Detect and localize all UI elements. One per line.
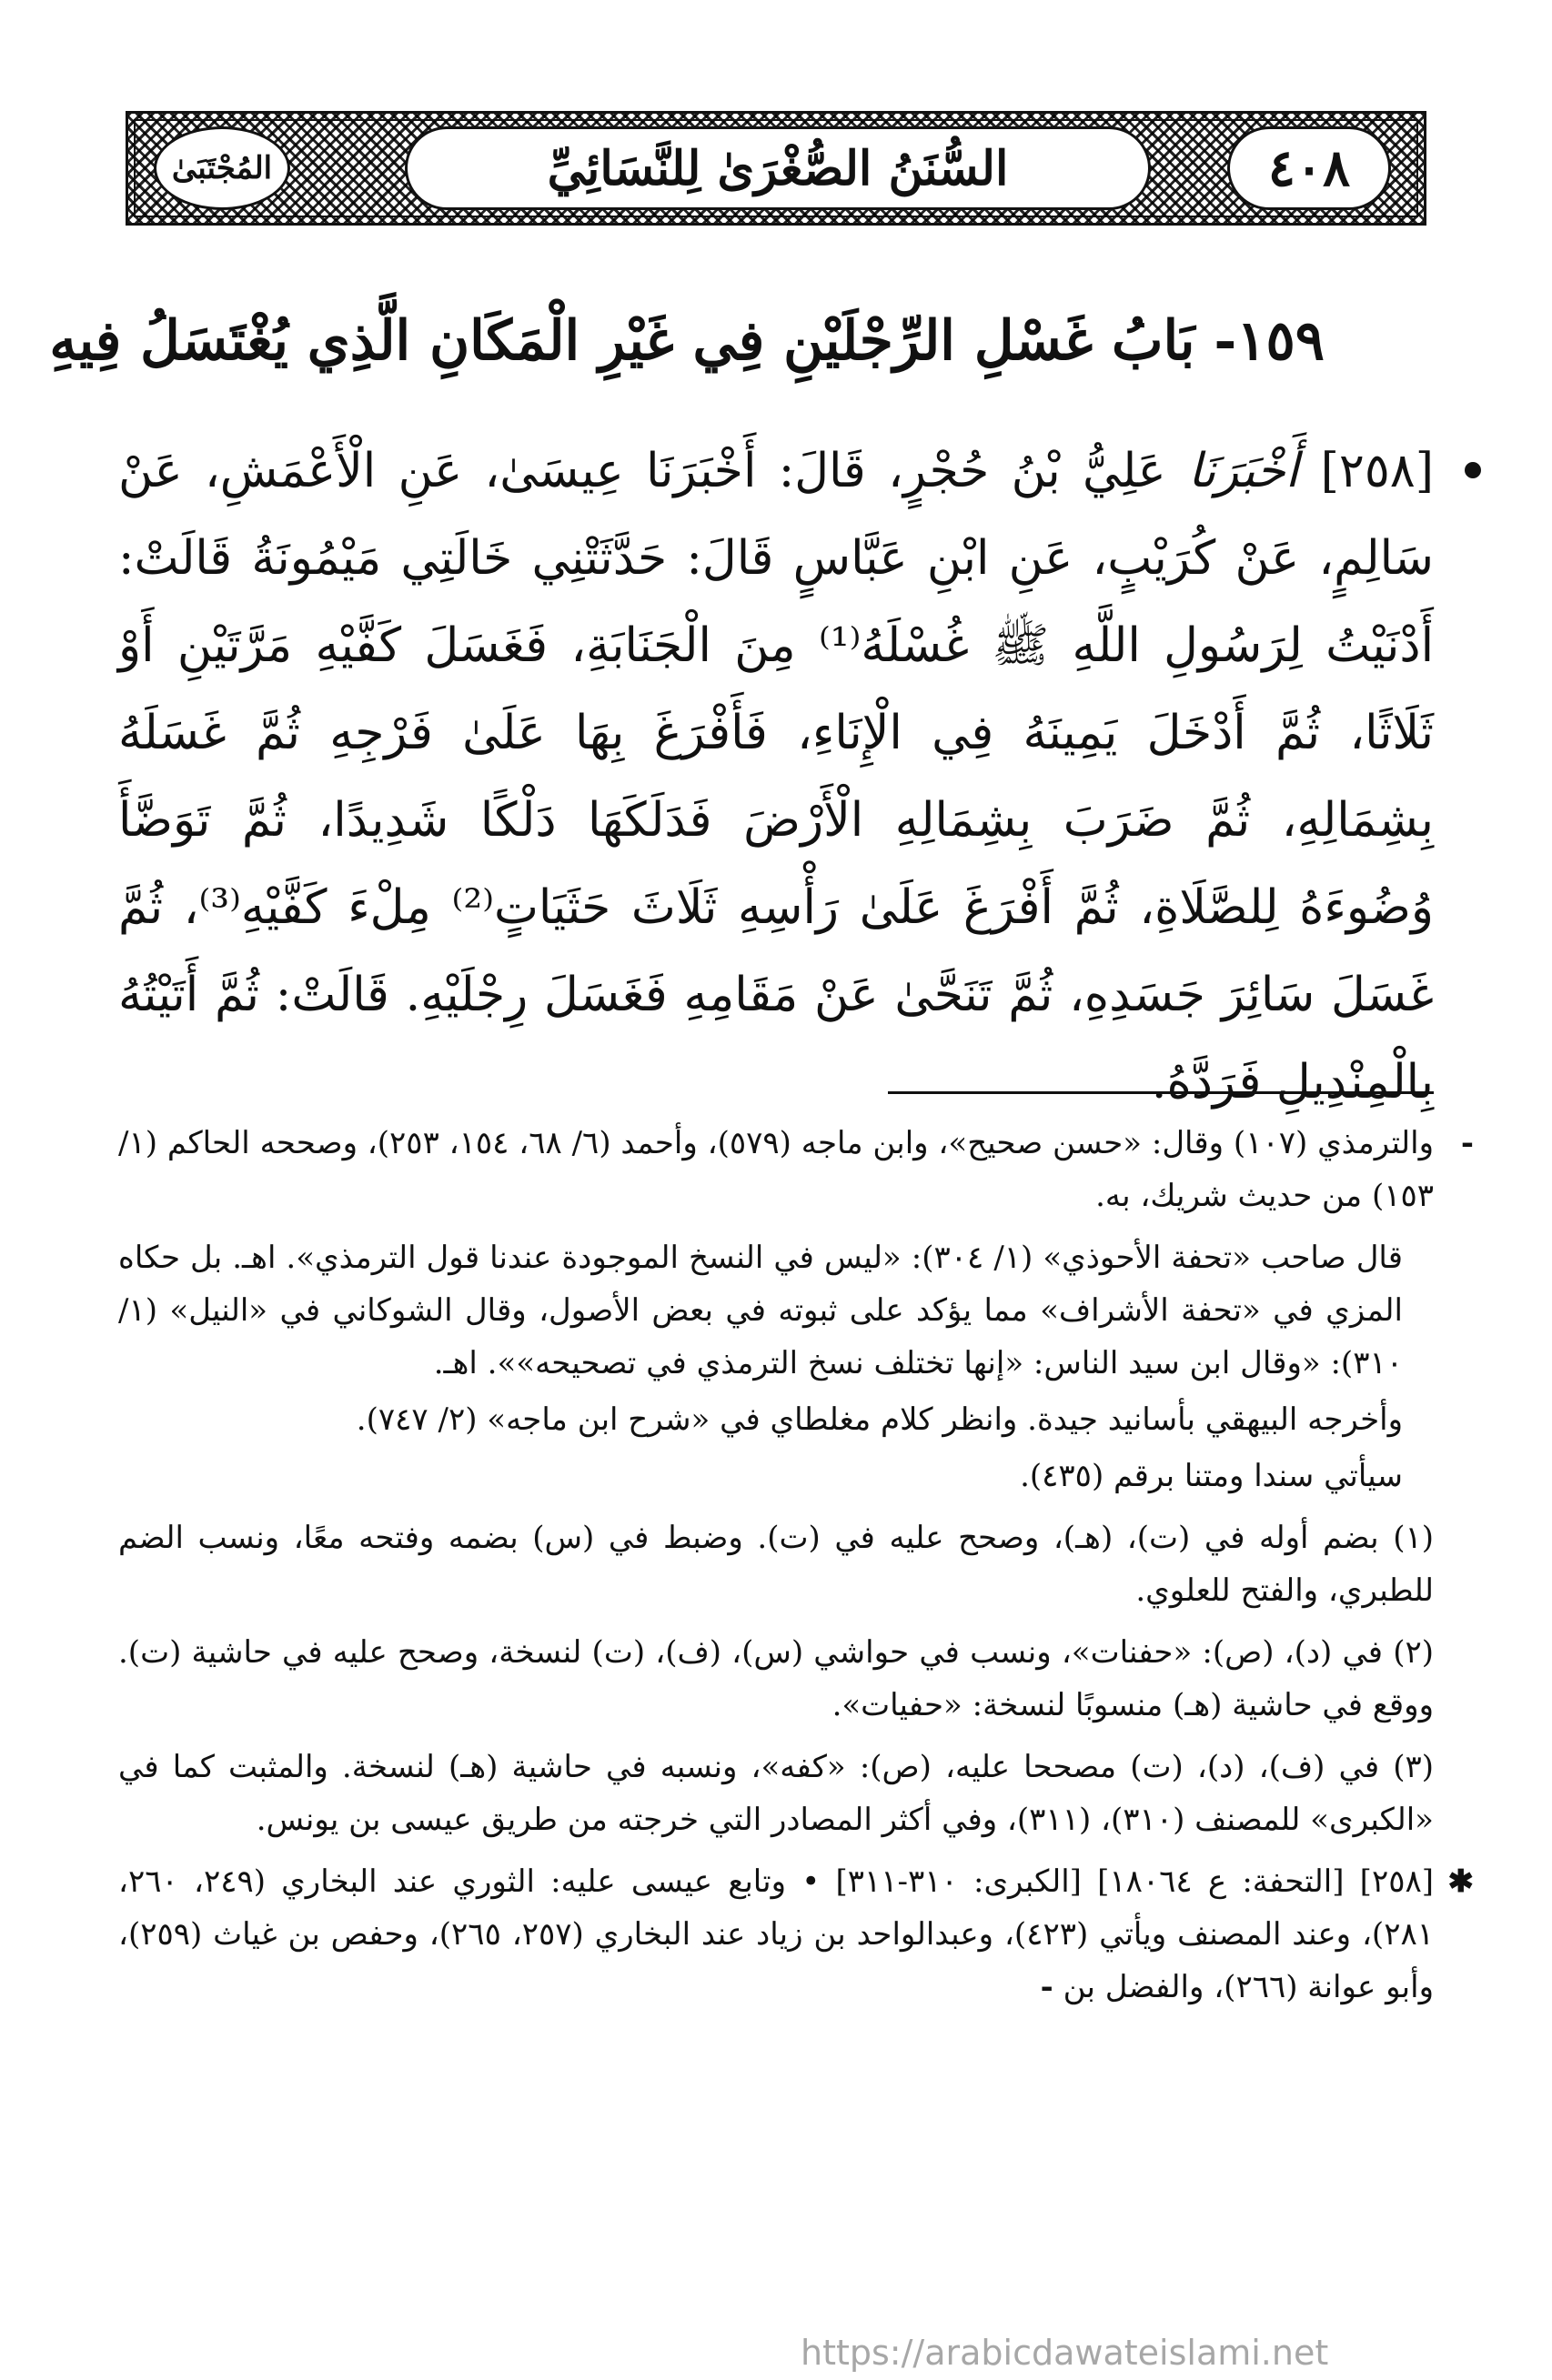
running-title: السُّنَنُ الصُّغْرَىٰ لِلنَّسَائِيِّ: [547, 140, 1009, 196]
continuation-dash: -: [1460, 1125, 1474, 1161]
book-badge-cartouche: [154, 126, 290, 210]
page-number: ٤٠٨: [1267, 138, 1351, 198]
takhrij-note-1-text: والترمذي (١٠٧) وقال: «حسن صحيح»، وابن ماجه (٥٧٩)، وأحمد (٦/ ٦٨، ١٥٤، ٢٥٣)، وصححه الحاكم (١/ ١٥٣) من حديث شريك، به.: [118, 1125, 1434, 1214]
running-title-cartouche: [405, 126, 1151, 210]
book-badge: المُجْتَبَىٰ: [171, 150, 273, 186]
hadith-body: عَلِيُّ بْنُ حُجْرٍ، قَالَ: أَخْبَرَنَا عِيسَىٰ، عَنِ الْأَعْمَشِ، عَنْ سَالِمٍ، عَنْ كُرَيْبٍ، عَنِ ابْنِ عَبَّاسٍ قَالَ: حَدَّثَتْنِي خَالَتِي مَيْمُونَةُ قَالَتْ: أَدْنَيْتُ لِرَسُولِ اللَّهِ ﷺ غُسْلَهُ⁽¹⁾ مِنَ الْجَنَابَةِ، فَغَسَلَ كَفَّيْهِ مَرَّتَيْنِ أَوْ ثَلَاثًا، ثُمَّ أَدْخَلَ يَمِينَهُ فِي الْإِنَاءِ، فَأَفْرَغَ بِهَا عَلَىٰ فَرْجِهِ ثُمَّ غَسَلَهُ بِشِمَالِهِ، ثُمَّ ضَرَبَ بِشِمَالِهِ الْأَرْضَ فَدَلَكَهَا دَلْكًا شَدِيدًا، ثُمَّ تَوَضَّأَ وُضُوءَهُ لِلصَّلَاةِ، ثُمَّ أَفْرَغَ عَلَىٰ رَأْسِهِ ثَلَاثَ حَثَيَاتٍ⁽²⁾ مِلْءَ كَفَّيْهِ⁽³⁾، ثُمَّ غَسَلَ سَائِرَ جَسَدِهِ، ثُمَّ تَنَحَّىٰ عَنْ مَقَامِهِ فَغَسَلَ رِجْلَيْهِ. قَالَتْ: ثُمَّ أَتَيْتُهُ بِالْمِنْدِيلِ فَرَدَّهُ.: [118, 444, 1435, 1110]
bullet-icon: [1465, 462, 1481, 478]
tahqiq-note-text: [٢٥٨] [التحفة: ع ١٨٠٦٤] [الكبرى: ٣١٠-٣١١] • وتابع عيسى عليه: الثوري عند البخاري (٢٤٩، ٢٦٠، ٢٨١)، وعند المصنف ويأتي (٤٢٣)، وعبدالواحد بن زياد عند البخاري (٢٥٧، ٢٦٥)، وحفص بن غياث (٢٥٩)، وأبو عوانة (٢٦٦)، والفضل بن: [118, 1863, 1434, 2005]
hadith-number: [٢٥٨]: [1320, 444, 1435, 498]
footnote-2: (٢) في (د)، (ص): «حفنات»، ونسب في حواشي (س)، (ف)، (ت) لنسخة، وصحح عليه في حاشية (ت). ووقع في حاشية (هـ) منسوبًا لنسخة: «حفيات».: [118, 1634, 1434, 1723]
footnote-1: (١) بضم أوله في (ت)، (هـ)، وصحح عليه في (ت). وضبط في (س) بضمه وفتحه معًا، ونسب الضم للطبري، والفتح للعلوي.: [118, 1520, 1434, 1609]
page-header: [126, 111, 1426, 226]
takhrij-note-1: [118, 1117, 1474, 1222]
takhrij-note-2: قال صاحب «تحفة الأحوذي» (١/ ٣٠٤): «ليس في النسخ الموجودة عندنا قول الترمذي». اهـ. بل حكاه المزي في «تحفة الأشراف» مما يؤكد على ثبوته في بعض الأصول، وقال الشوكاني في «النيل» (١/ ٣١٠): «وقال ابن سيد الناس: «إنها تختلف نسخ الترمذي في تصحيحه»». اهـ.: [118, 1240, 1404, 1381]
page-number-cartouche: [1227, 126, 1391, 210]
footnote-3: (٣) في (ف)، (د)، (ت) مصححا عليه، (ص): «كفه»، ونسبه في حاشية (هـ) لنسخة. والمثبت كما في «الكبرى» للمصنف (٣١٠)، (٣١١)، وفي أكثر المصادر التي خرجته من طريق عيسى بن يونس.: [118, 1749, 1434, 1838]
watermark-url: https://arabicdawateislami.net: [801, 2333, 1329, 2373]
chapter-heading: ١٥٩- بَابُ غَسْلِ الرِّجْلَيْنِ فِي غَيْرِ الْمَكَانِ الَّذِي يُغْتَسَلُ فِيهِ: [49, 309, 1325, 373]
hadith-lead: أَخْبَرَنَا: [1187, 444, 1299, 498]
footnotes-block: [118, 1117, 1474, 2023]
takhrij-note-3: وأخرجه البيهقي بأسانيد جيدة. وانظر كلام مغلطاي في «شرح ابن ماجه» (٢/ ٧٤٧).: [356, 1401, 1403, 1438]
star-icon: ✱: [1447, 1863, 1474, 1900]
hadith-text-block: [118, 427, 1434, 1126]
trailing-dash: -: [1040, 1969, 1053, 2005]
takhrij-note-4: سيأتي سندا ومتنا برقم (٤٣٥).: [1020, 1458, 1403, 1494]
footnote-separator: [888, 1091, 1434, 1094]
tahqiq-note: [118, 1855, 1474, 2013]
